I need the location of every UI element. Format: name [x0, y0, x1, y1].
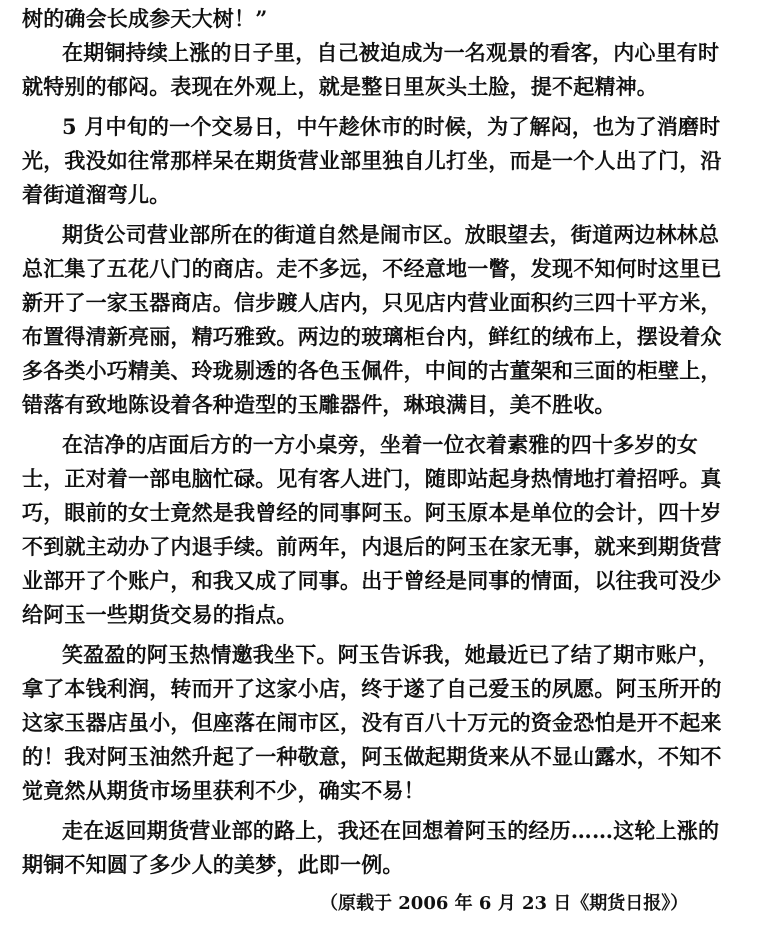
text-line: 布置得清新亮丽，精巧雅致。两边的玻璃柜台内，鲜红的绒布上，摆设着众 [22, 324, 722, 349]
text-line: 这家玉器店虽小，但座落在闹市区，没有百八十万元的资金恐怕是开不起来 [22, 710, 722, 735]
text-line: 新开了一家玉器商店。信步踱人店内，只见店内营业面积约三四十平方米， [22, 290, 722, 315]
text-line: 巧，眼前的女士竟然是我曾经的同事阿玉。阿玉原本是单位的会计，四十岁 [22, 500, 722, 525]
text-line: 走在返回期货营业部的路上，我还在回想着阿玉的经历……这轮上涨的 [62, 818, 720, 843]
text-line: 光，我没如往常那样呆在期货营业部里独自儿打坐，而是一个人出了门，沿 [22, 148, 722, 173]
text-line: 就特别的郁闷。表现在外观上，就是整日里灰头土脸，提不起精神。 [22, 74, 658, 99]
text-line: 期货公司营业部所在的街道自然是闹市区。放眼望去，街道两边林林总 [62, 222, 720, 247]
text-line: 在洁净的店面后方的一方小桌旁，坐着一位衣着素雅的四十多岁的女 [62, 432, 698, 457]
text-line: 不到就主动办了内退手续。前两年，内退后的阿玉在家无事，就来到期货营 [22, 534, 722, 559]
text-line: 觉竟然从期货市场里获利不少，确实不易！ [22, 778, 425, 803]
text-line: 期铜不知圆了多少人的美梦，此即一例。 [22, 852, 404, 877]
text-line: 的！我对阿玉油然升起了一种敬意，阿玉做起期货来从不显山露水，不知不 [22, 744, 722, 769]
text-line: 在期铜持续上涨的日子里，自己被迫成为一名观景的看客，内心里有时 [62, 40, 720, 65]
text-line: 士，正对着一部电脑忙碌。见有客人进门，随即站起身热情地打着招呼。真 [22, 466, 722, 491]
text-line: 着街道溜弯儿。 [22, 182, 171, 207]
source-citation: （原载于 2006 年 6 月 23 日《期货日报》） [320, 893, 689, 914]
text-line: 5 月中旬的一个交易日，中午趁休市的时候，为了解闷，也为了消磨时 [62, 114, 721, 139]
text-line: 树的确会长成参天大树！” [22, 6, 268, 31]
text-line: 给阿玉一些期货交易的指点。 [22, 602, 298, 627]
text-line: 总汇集了五花八门的商店。走不多远，不经意地一瞥，发现不知何时这里已 [22, 256, 722, 281]
text-line: 笑盈盈的阿玉热情邀我坐下。阿玉告诉我，她最近已了结了期市账户， [62, 642, 720, 667]
text-line: 拿了本钱利润，转而开了这家小店，终于遂了自己爱玉的夙愿。阿玉所开的 [22, 676, 722, 701]
text-line: 业部开了个账户，和我又成了同事。出于曾经是同事的情面，以往我可没少 [22, 568, 722, 593]
text-line: 多各类小巧精美、玲珑剔透的各色玉佩件，中间的古董架和三面的柜壁上， [22, 358, 722, 383]
text-line: 错落有致地陈设着各种造型的玉雕器件，琳琅满目，美不胜收。 [22, 392, 616, 417]
